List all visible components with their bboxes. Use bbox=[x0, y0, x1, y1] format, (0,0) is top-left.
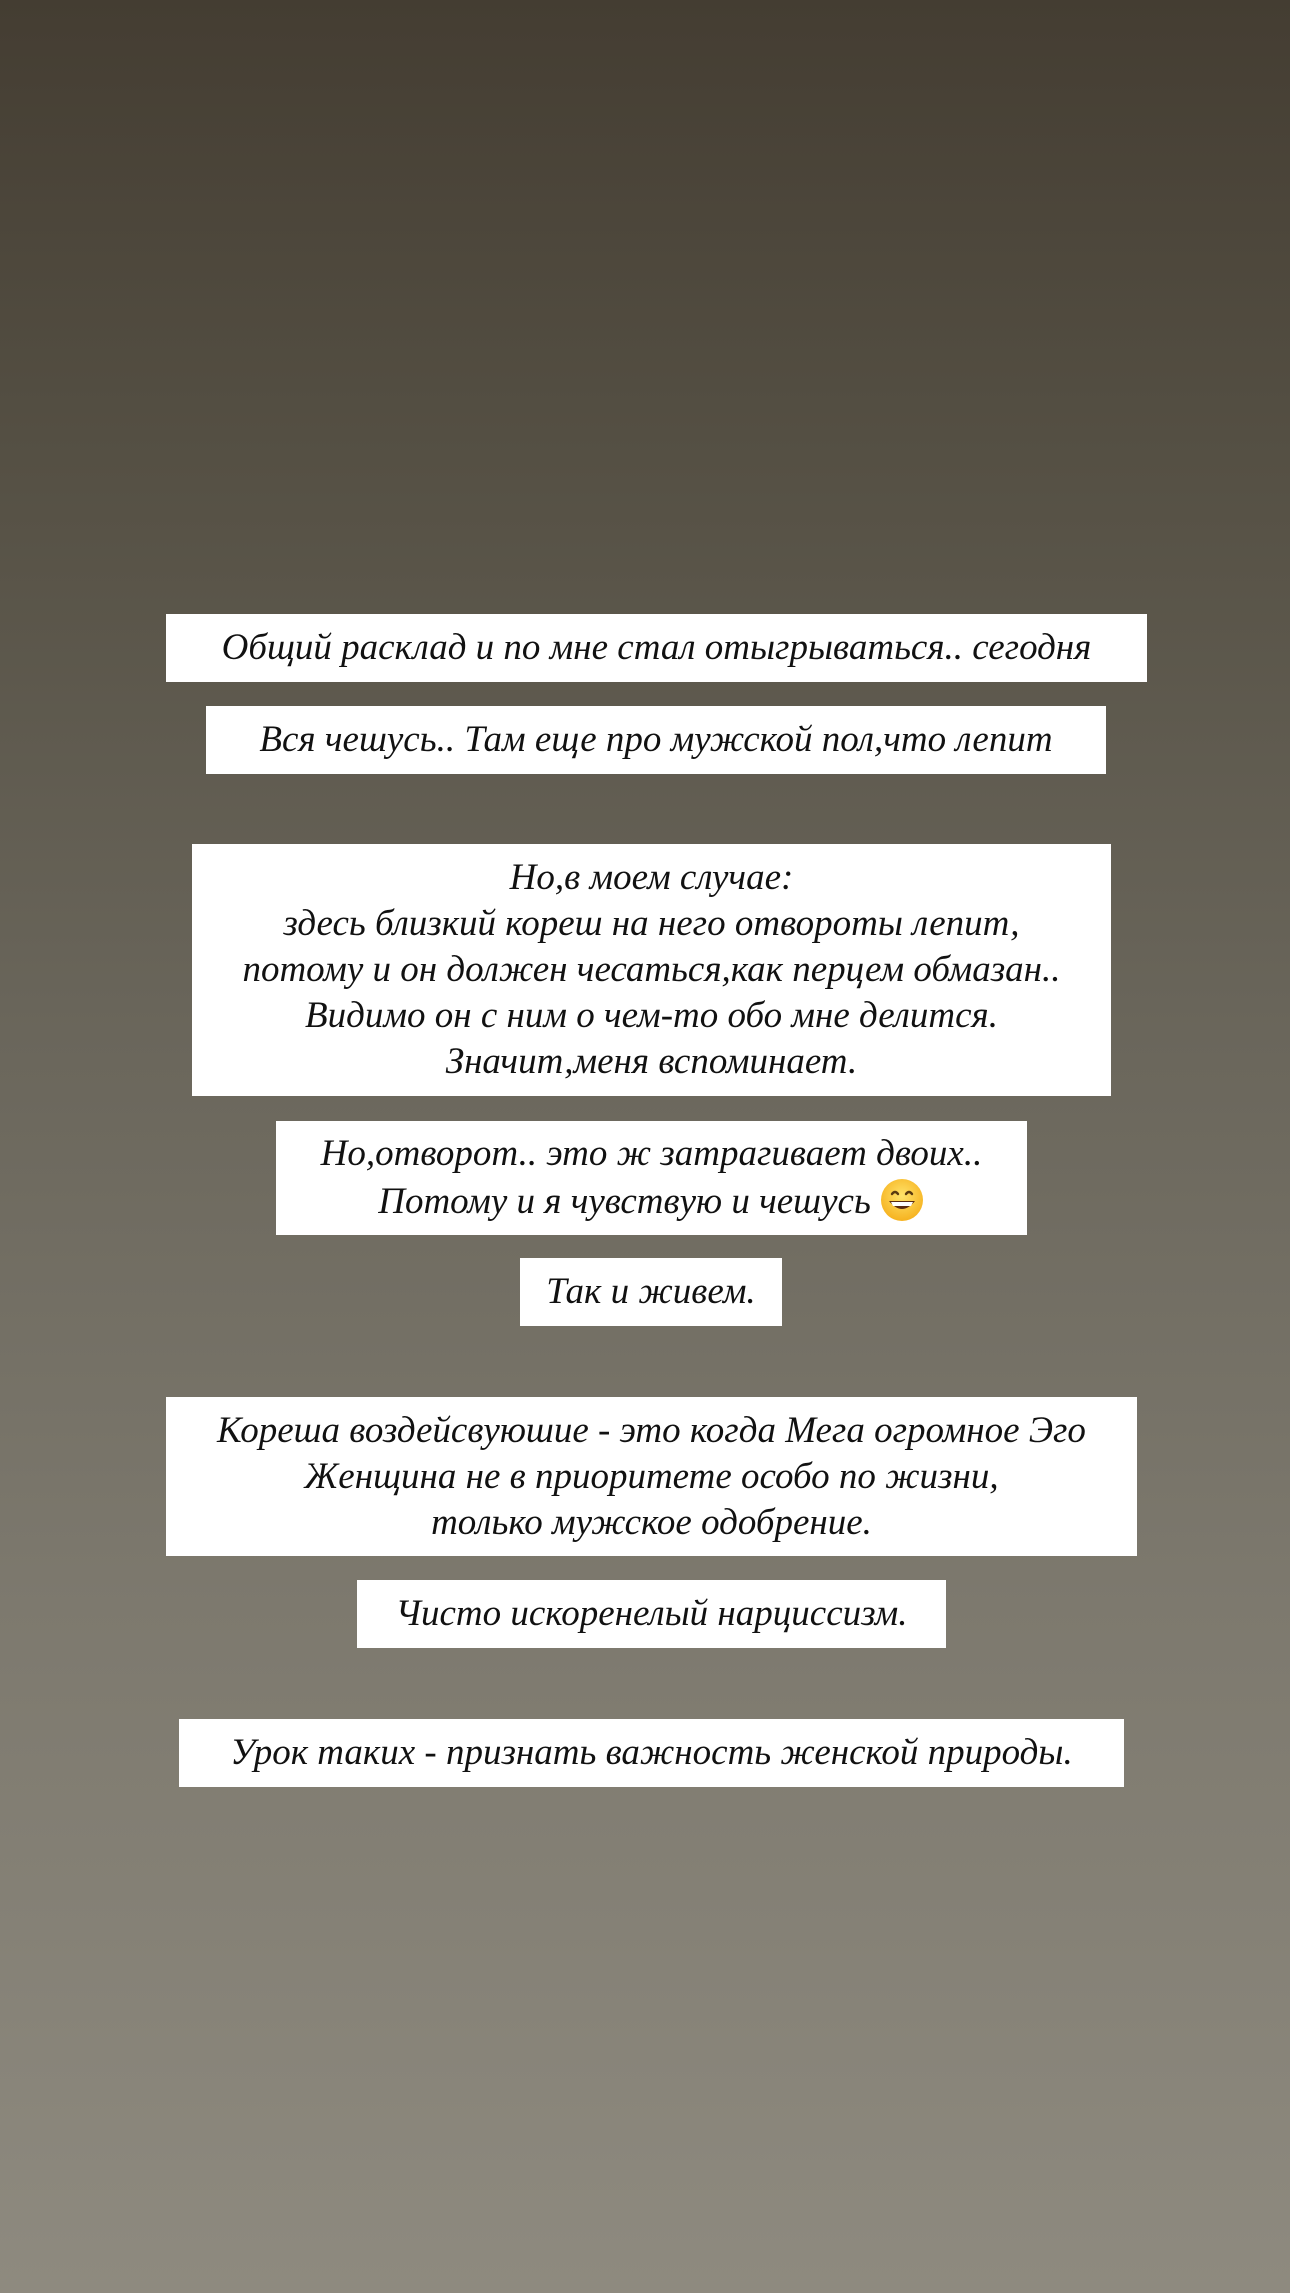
card-text-line: здесь близкий кореш на него отвороты лепит, bbox=[283, 903, 1020, 944]
card-text-line: Общий расклад и по мне стал отыгрываться.. сегодня bbox=[221, 627, 1092, 668]
card-text-line: Но,отворот.. это ж затрагивает двоих.. bbox=[320, 1133, 983, 1174]
card-text-line: Урок таких - признать важность женской природы. bbox=[230, 1732, 1073, 1773]
card-text-line: Потому и я чувствую и чешусь bbox=[378, 1181, 871, 1222]
card-text-line: Чисто искоренелый нарциссизм. bbox=[395, 1593, 908, 1634]
card-text-line: потому и он должен чесаться,как перцем обмазан.. bbox=[242, 949, 1061, 990]
card-text-line-with-emoji bbox=[378, 1177, 925, 1225]
text-card-1 bbox=[166, 614, 1147, 682]
card-text-line: Видимо он с ним о чем-то обо мне делится. bbox=[305, 995, 998, 1036]
text-card-6 bbox=[166, 1397, 1137, 1556]
card-text-line: Значит,меня вспоминает. bbox=[445, 1041, 858, 1082]
text-card-2 bbox=[206, 706, 1106, 774]
text-card-8 bbox=[179, 1719, 1124, 1787]
card-text-line: Кореша воздейсвуюшие - это когда Мега огромное Эго bbox=[217, 1409, 1086, 1451]
card-text-line: Вся чешусь.. Там еще про мужской пол,что лепит bbox=[259, 719, 1053, 760]
card-text-line: только мужское одобрение. bbox=[431, 1501, 872, 1543]
text-card-3 bbox=[192, 844, 1111, 1096]
card-text-line: Так и живем. bbox=[546, 1271, 756, 1312]
grinning-face-emoji-icon bbox=[879, 1177, 925, 1223]
card-text-line: Женщина не в приоритете особо по жизни, bbox=[304, 1455, 999, 1497]
text-card-7 bbox=[357, 1580, 946, 1648]
text-card-4 bbox=[276, 1121, 1027, 1235]
text-card-5 bbox=[520, 1258, 782, 1326]
card-text-line: Но,в моем случае: bbox=[509, 857, 794, 898]
